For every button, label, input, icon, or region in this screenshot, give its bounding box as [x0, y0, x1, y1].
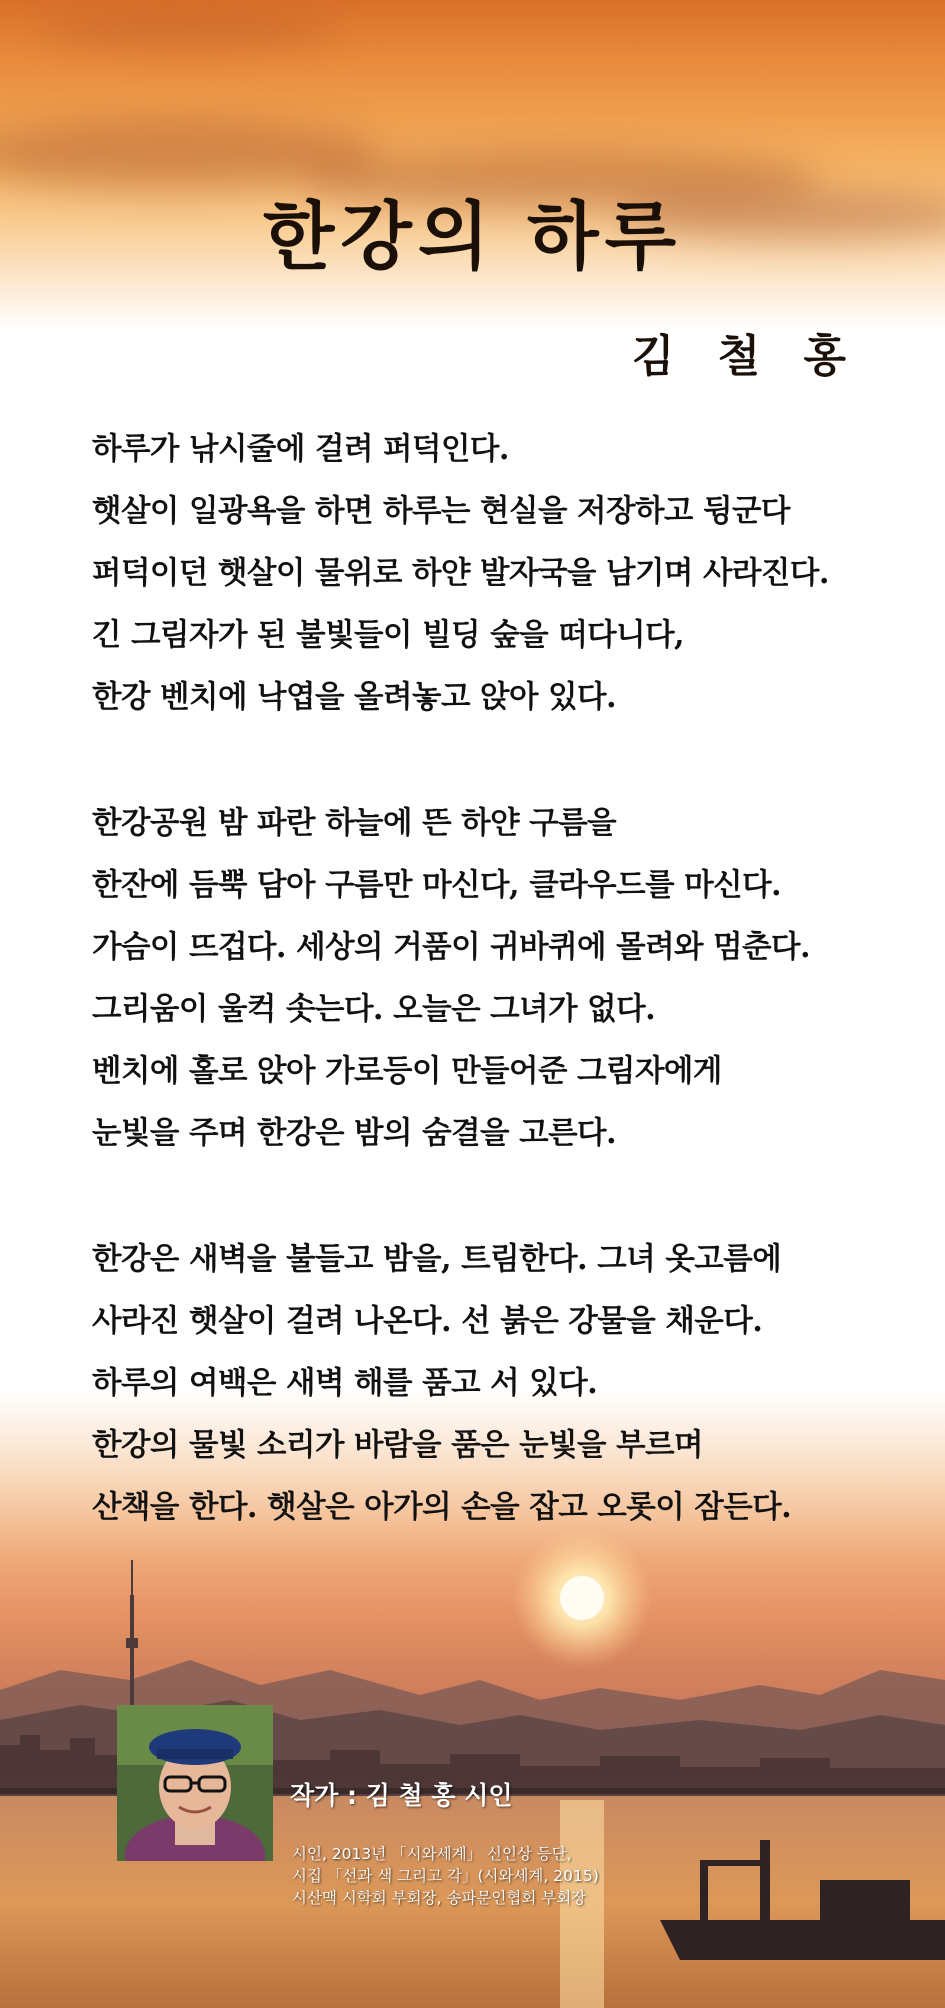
poem-line: 한강공원 밤 파란 하늘에 뜬 하얀 구름을	[92, 805, 617, 841]
poem-line: 하루의 여백은 새벽 해를 품고 서 있다.	[92, 1365, 598, 1401]
bio-line: 시집 「선과 색 그리고 각」(시와세계, 2015)	[292, 1867, 599, 1885]
poem-stanza	[92, 792, 912, 1164]
poem-line: 한강의 물빛 소리가 바람을 품은 눈빛을 부르며	[92, 1427, 704, 1463]
barge	[700, 1860, 770, 1866]
seoul-tower	[130, 1595, 134, 1705]
seoul-tower	[131, 1560, 133, 1600]
bio-line: 시인, 2013년 「시와세계」 신인상 등단,	[292, 1845, 572, 1863]
bio-line: 시산맥 시학회 부회장, 송파문인협회 부회장	[292, 1889, 587, 1907]
barge	[700, 1860, 708, 1920]
poem-line: 한강은 새벽을 불들고 밤을, 트림한다. 그녀 옷고름에	[92, 1241, 782, 1277]
author-name: 김 철 홍	[631, 331, 860, 382]
poem-line: 가슴이 뜨겁다. 세상의 거품이 귀바퀴에 몰려와 멈춘다.	[92, 929, 811, 965]
poem-line: 벤치에 홀로 앉아 가로등이 만들어준 그림자에게	[92, 1053, 722, 1089]
author-caption: 작가 : 김 철 홍 시인	[290, 1781, 513, 1810]
seoul-tower	[126, 1638, 138, 1648]
poem-body	[92, 418, 912, 1602]
author-bio	[292, 1843, 599, 1909]
sunset-cloud	[40, 10, 340, 50]
poem-line: 햇살이 일광욕을 하면 하루는 현실을 저장하고 뒹군다	[92, 493, 790, 529]
page-title: 한강의 하루	[262, 194, 683, 280]
poem-line: 하루가 낚시줄에 걸려 퍼덕인다.	[92, 431, 509, 467]
poem-line: 그리움이 울컥 솟는다. 오늘은 그녀가 없다.	[92, 991, 656, 1027]
barge	[660, 1920, 945, 1960]
poem-line: 산책을 한다. 햇살은 아가의 손을 잡고 오롯이 잠든다.	[92, 1489, 792, 1525]
barge	[760, 1840, 770, 1920]
poem-stanza	[92, 1228, 912, 1538]
poem-line: 눈빛을 주며 한강은 밤의 숨결을 고른다.	[92, 1115, 617, 1151]
poem-line: 퍼덕이던 햇살이 물위로 하얀 발자국을 남기며 사라진다.	[92, 555, 829, 591]
poem-line: 긴 그림자가 된 불빛들이 빌딩 숲을 떠다니다,	[92, 617, 685, 653]
author-photo	[117, 1705, 273, 1861]
poem-line: 한잔에 듬뿍 담아 구름만 마신다, 클라우드를 마신다.	[92, 867, 782, 903]
poem-line: 사라진 햇살이 걸려 나온다. 선 붉은 강물을 채운다.	[92, 1303, 763, 1339]
poem-line: 한강 벤치에 낙엽을 올려놓고 앉아 있다.	[92, 679, 617, 715]
sun	[560, 1576, 604, 1620]
barge	[820, 1880, 910, 1920]
poem-stanza	[92, 418, 912, 728]
